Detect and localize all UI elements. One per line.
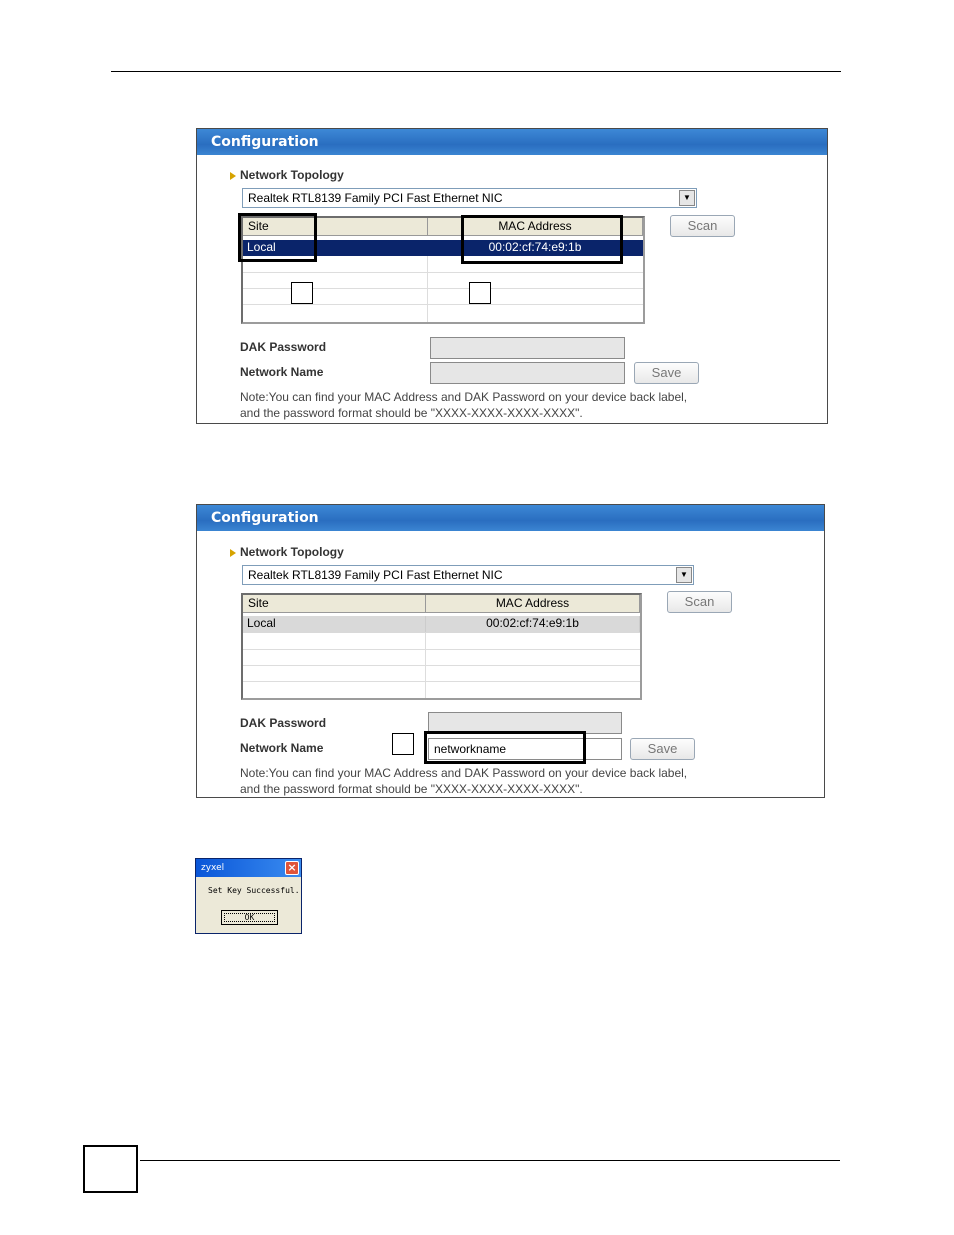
network-topology-label: Network Topology bbox=[240, 168, 344, 182]
cell-site: Local bbox=[243, 616, 426, 632]
note-line-2: and the password format should be "XXXX-XXXX-XXXX-XXXX". bbox=[240, 406, 583, 420]
network-name-field[interactable]: networkname bbox=[428, 738, 622, 760]
cell-mac: 00:02:cf:74:e9:1b bbox=[428, 240, 643, 256]
row-divider bbox=[243, 649, 640, 650]
column-divider bbox=[425, 633, 426, 698]
step-marker bbox=[469, 282, 491, 304]
adapter-value: Realtek RTL8139 Family PCI Fast Ethernet NIC bbox=[248, 568, 503, 582]
dak-password-field[interactable] bbox=[430, 337, 625, 359]
panel-header: Configuration bbox=[197, 505, 824, 531]
dialog-message: Set Key Successful. bbox=[208, 886, 300, 895]
chevron-down-icon[interactable]: ▼ bbox=[679, 190, 695, 206]
scan-button[interactable]: Scan bbox=[670, 215, 735, 237]
column-header-mac[interactable]: MAC Address bbox=[426, 595, 640, 613]
success-dialog bbox=[195, 858, 302, 934]
site-table bbox=[241, 593, 642, 700]
column-header-site[interactable]: Site bbox=[243, 595, 426, 613]
column-header-mac[interactable]: MAC Address bbox=[428, 218, 643, 236]
note-line-1: Note:You can find your MAC Address and DAK Password on your device back label, bbox=[240, 390, 688, 404]
note-line-2: and the password format should be "XXXX-XXXX-XXXX-XXXX". bbox=[240, 782, 583, 796]
section-arrow-icon bbox=[230, 549, 236, 557]
save-button[interactable]: Save bbox=[630, 738, 695, 760]
dak-password-label: DAK Password bbox=[240, 340, 327, 354]
adapter-dropdown[interactable] bbox=[242, 188, 697, 208]
row-divider bbox=[243, 681, 640, 682]
adapter-value: Realtek RTL8139 Family PCI Fast Ethernet NIC bbox=[248, 191, 503, 205]
row-divider bbox=[243, 272, 643, 273]
network-topology-label: Network Topology bbox=[240, 545, 344, 559]
chevron-down-icon[interactable]: ▼ bbox=[676, 567, 692, 583]
scan-button[interactable]: Scan bbox=[667, 591, 732, 613]
network-name-field[interactable] bbox=[430, 362, 625, 384]
network-name-label: Network Name bbox=[240, 741, 324, 755]
network-name-label: Network Name bbox=[240, 365, 324, 379]
column-header-site[interactable]: Site bbox=[243, 218, 428, 236]
close-icon[interactable]: × bbox=[285, 861, 299, 875]
panel-header: Configuration bbox=[197, 129, 827, 155]
section-arrow-icon bbox=[230, 172, 236, 180]
column-divider bbox=[427, 256, 428, 322]
step-marker bbox=[291, 282, 313, 304]
configuration-panel-1 bbox=[196, 128, 828, 424]
row-divider bbox=[243, 304, 643, 305]
cell-mac: 00:02:cf:74:e9:1b bbox=[426, 616, 640, 632]
callout-mac-address bbox=[461, 215, 623, 264]
note-line-1: Note:You can find your MAC Address and DAK Password on your device back label, bbox=[240, 766, 688, 780]
page-number-box bbox=[83, 1145, 138, 1193]
adapter-dropdown[interactable] bbox=[242, 565, 694, 585]
callout-site bbox=[238, 213, 317, 262]
callout-network-name bbox=[424, 731, 586, 764]
header-rule bbox=[111, 71, 841, 72]
table-row[interactable] bbox=[243, 616, 640, 633]
save-button[interactable]: Save bbox=[634, 362, 699, 384]
dak-password-label: DAK Password bbox=[240, 716, 327, 730]
footer-rule bbox=[140, 1160, 840, 1161]
ok-button[interactable]: OK bbox=[221, 910, 278, 925]
dialog-title: zyxel bbox=[196, 859, 301, 877]
step-marker bbox=[392, 733, 414, 755]
row-divider bbox=[243, 665, 640, 666]
cell-site: Local bbox=[243, 240, 428, 256]
